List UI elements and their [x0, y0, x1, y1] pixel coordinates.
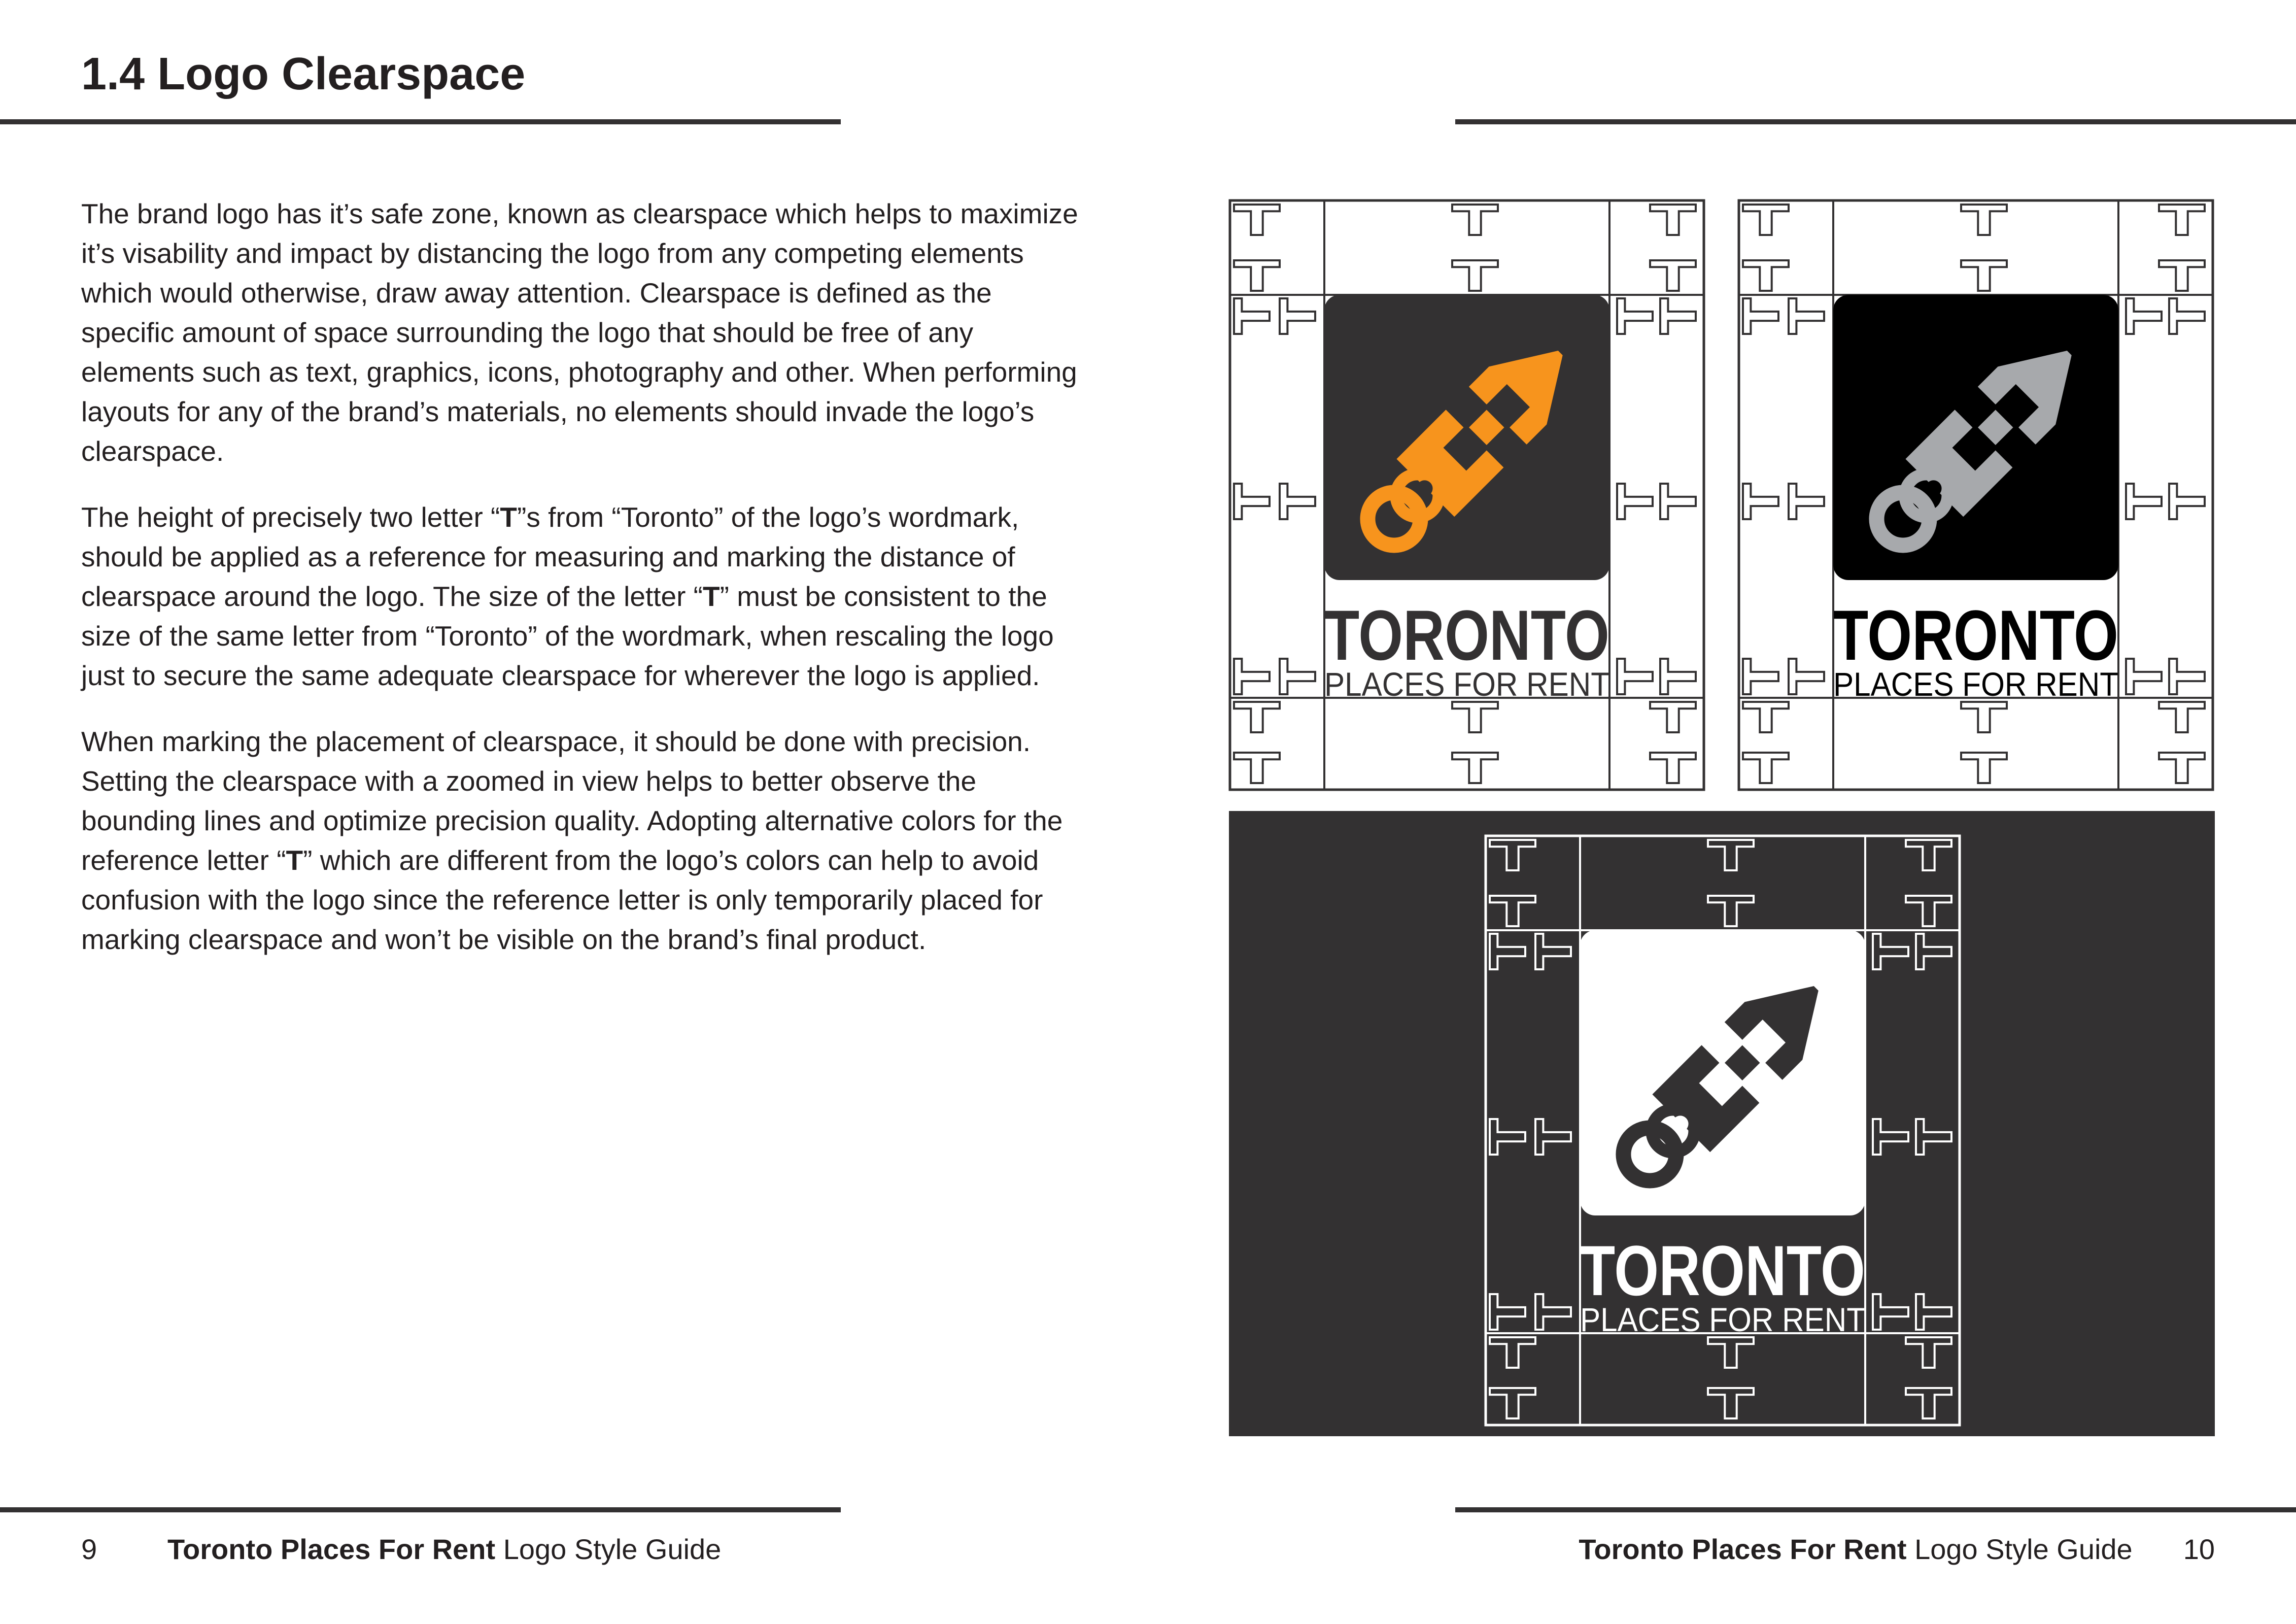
- reference-t-letter: [1650, 753, 1696, 783]
- logo-wordmark: TORONTO: [1833, 595, 2118, 675]
- body-text-run: The brand logo has it’s safe zone, known as clearspace which helps to maximize it’s visability and impact by distancing the logo from any competing elements which would otherwise, draw away attention. Clearspace is defined as the specific amount of space surrounding the logo that should be free of any elements such as text, graphics, icons, photography and other. When performing layouts for any of the brand’s materials, no elements should invade the logo’s clearspace.: [81, 198, 1078, 467]
- reference-t-letter: [1490, 896, 1535, 926]
- reference-t-letter: [2126, 298, 2162, 334]
- reference-t-letter: [1280, 484, 1315, 519]
- logo-full-color: [1229, 199, 1705, 791]
- reference-t-letter: [1234, 298, 1270, 334]
- reference-t-letter: [1916, 934, 1951, 969]
- reference-t-letter: [1650, 260, 1696, 291]
- body-text-run: When marking the placement of clearspace, it should be done with precision. Setting the clearspace with a zoomed in view helps to better observe the bounding lines and optimize precision quality. Adopting alternative colors for the reference letter “: [81, 726, 1063, 876]
- reference-t-letter: [1743, 484, 1778, 519]
- logo-tagline: PLACES FOR RENT: [1580, 1301, 1865, 1338]
- body-text: [81, 194, 1086, 986]
- reference-t-letter: [1708, 840, 1754, 870]
- reference-t-letter: [1490, 1388, 1535, 1418]
- footer-right: [1579, 1532, 2215, 1567]
- reference-t-letter: [1535, 1294, 1571, 1330]
- emphasis: T: [703, 581, 720, 612]
- reference-t-letter: [1873, 1294, 1908, 1330]
- reference-t-letter: [2159, 205, 2205, 235]
- reference-t-letter: [1708, 896, 1754, 926]
- footer-rule-right: [1455, 1507, 2296, 1512]
- reference-t-letter: [1708, 1388, 1754, 1418]
- reference-t-letter: [1961, 260, 2007, 291]
- reference-t-letter: [1789, 484, 1824, 519]
- reference-t-letter: [1617, 298, 1653, 334]
- reference-t-letter: [1660, 659, 1696, 694]
- reference-t-letter: [1535, 934, 1571, 969]
- reference-t-letter: [1490, 934, 1525, 969]
- reference-t-letter: [1490, 1337, 1535, 1368]
- reference-t-letter: [2126, 659, 2162, 694]
- header-rule-right: [1455, 119, 2296, 124]
- footer-guide-title: Logo Style Guide: [1914, 1533, 2133, 1565]
- reference-t-letter: [1650, 702, 1696, 732]
- reference-t-letter: [1906, 1337, 1951, 1368]
- body-paragraph: [81, 497, 1086, 695]
- reference-t-letter: [1234, 205, 1280, 235]
- reference-t-letter: [1490, 1294, 1525, 1330]
- logo-grayscale: [1738, 199, 2214, 791]
- header-rule-left: [0, 119, 841, 124]
- reference-t-letter: [1234, 659, 1270, 694]
- reference-t-letter: [1280, 298, 1315, 334]
- reference-t-letter: [1617, 484, 1653, 519]
- reference-t-letter: [1873, 934, 1908, 969]
- reference-t-letter: [1660, 484, 1696, 519]
- logo-wordmark: TORONTO: [1324, 595, 1609, 675]
- reference-t-letter: [1789, 298, 1824, 334]
- reference-t-letter: [1916, 1294, 1951, 1330]
- reference-t-letter: [2159, 702, 2205, 732]
- footer-rule-left: [0, 1507, 841, 1512]
- reference-t-letter: [2126, 484, 2162, 519]
- logo-tagline: PLACES FOR RENT: [1833, 665, 2118, 703]
- reference-t-letter: [1234, 753, 1280, 783]
- reference-t-letter: [1916, 1119, 1951, 1155]
- body-paragraph: [81, 722, 1086, 959]
- footer-left: [81, 1532, 721, 1567]
- logo-reversed: [1485, 835, 1961, 1426]
- reference-t-letter: [1490, 1119, 1525, 1155]
- reference-t-letter: [2169, 484, 2205, 519]
- reference-t-letter: [1743, 753, 1789, 783]
- body-text-run: ” must be consistent to the size of the same letter from “Toronto” of the wordmark, when rescaling the logo just to secure the same adequate clearspace for wherever the logo is applied.: [81, 581, 1054, 691]
- reference-t-letter: [2159, 753, 2205, 783]
- reference-t-letter: [1535, 1119, 1571, 1155]
- reference-t-letter: [1280, 659, 1315, 694]
- reference-t-letter: [2169, 298, 2205, 334]
- reference-t-letter: [1906, 840, 1951, 870]
- emphasis: T: [500, 501, 517, 533]
- emphasis: T: [286, 844, 303, 876]
- reference-t-letter: [2169, 659, 2205, 694]
- logo-tagline: PLACES FOR RENT: [1324, 665, 1609, 703]
- reference-t-letter: [1743, 260, 1789, 291]
- reference-t-letter: [2159, 260, 2205, 291]
- reference-t-letter: [1906, 1388, 1951, 1418]
- footer-brand: Toronto Places For Rent: [167, 1533, 496, 1565]
- reference-t-letter: [1650, 205, 1696, 235]
- reference-t-letter: [1743, 659, 1778, 694]
- reference-t-letter: [1452, 753, 1498, 783]
- body-text-run: ” which are different from the logo’s colors can help to avoid confusion with the logo since the reference letter is only temporarily placed for marking clearspace and won’t be visible on the brand’s final product.: [81, 844, 1043, 955]
- reference-t-letter: [1452, 702, 1498, 732]
- reference-t-letter: [1961, 753, 2007, 783]
- reference-t-letter: [1617, 659, 1653, 694]
- body-text-run: ”s from “Toronto” of the logo’s wordmark, should be applied as a reference for measuring and marking the distance of clearspace around the logo. The size of the letter “: [81, 501, 1019, 612]
- reference-t-letter: [1743, 702, 1789, 732]
- reference-t-letter: [1234, 260, 1280, 291]
- reference-t-letter: [1234, 484, 1270, 519]
- reference-t-letter: [1961, 205, 2007, 235]
- footer-brand: Toronto Places For Rent: [1579, 1533, 1907, 1565]
- reference-t-letter: [1743, 205, 1789, 235]
- reference-t-letter: [1961, 702, 2007, 732]
- reference-t-letter: [1906, 896, 1951, 926]
- body-text-run: The height of precisely two letter “: [81, 501, 500, 533]
- logo-wordmark: TORONTO: [1580, 1231, 1865, 1310]
- reference-t-letter: [1452, 205, 1498, 235]
- reference-t-letter: [1234, 702, 1280, 732]
- reference-t-letter: [1452, 260, 1498, 291]
- footer-guide-title: Logo Style Guide: [503, 1533, 722, 1565]
- reference-t-letter: [1708, 1337, 1754, 1368]
- reference-t-letter: [1490, 840, 1535, 870]
- reference-t-letter: [1660, 298, 1696, 334]
- body-paragraph: [81, 194, 1086, 471]
- page-number: 10: [2183, 1533, 2215, 1565]
- reference-t-letter: [1789, 659, 1824, 694]
- page-title: 1.4 Logo Clearspace: [81, 49, 526, 99]
- reference-t-letter: [1873, 1119, 1908, 1155]
- page-number: 9: [81, 1533, 97, 1565]
- reference-t-letter: [1743, 298, 1778, 334]
